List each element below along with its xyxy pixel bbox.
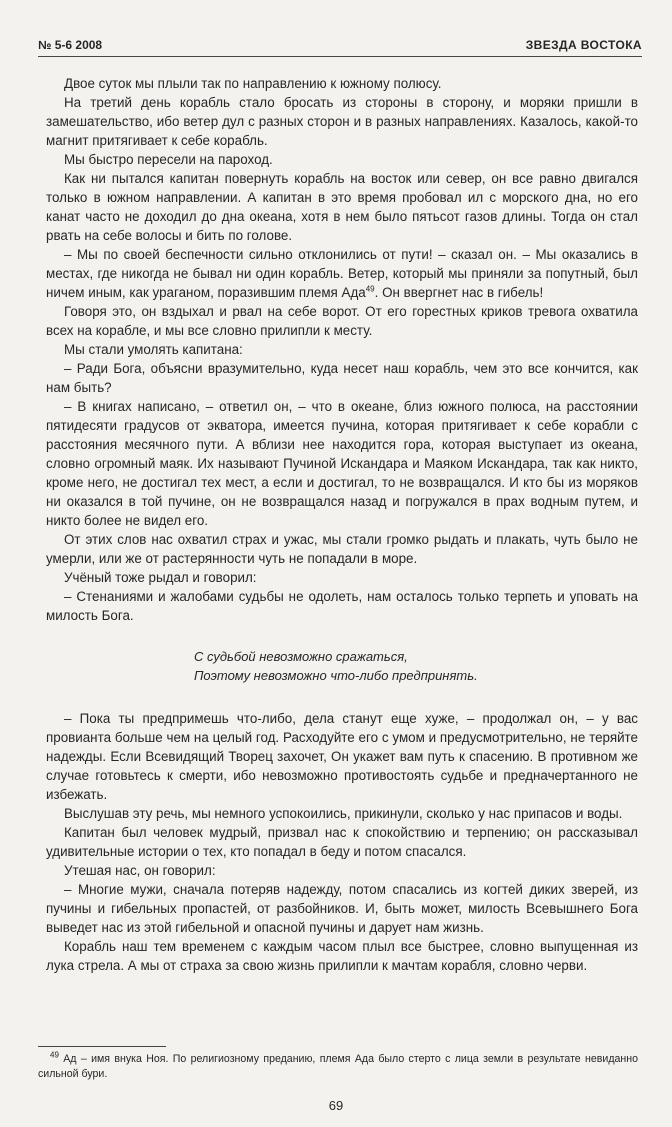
footnote-divider bbox=[38, 1046, 166, 1047]
page-number: 69 bbox=[328, 1098, 344, 1113]
text-span: . Он ввергнет нас в гибель! bbox=[374, 285, 544, 300]
verse bbox=[194, 647, 638, 685]
footnote-body: Ад – имя внука Ноя. По религиозному преданию, племя Ада было стерто с лица земли в результате невиданно сильной бури. bbox=[38, 1053, 638, 1080]
footnote-text bbox=[38, 1052, 638, 1082]
paragraph: Говоря это, он вздыхал и рвал на себе ворот. От его горестных криков тревога охватила всех на корабле, и мы все словно прилипли к месту. bbox=[46, 304, 638, 338]
paragraph: Утешая нас, он говорил: bbox=[64, 863, 216, 878]
paragraph: Двое суток мы плыли так по направлению к южному полюсу. bbox=[64, 76, 442, 91]
paragraph: Выслушав эту речь, мы немного успокоились, прикинули, сколько у нас припасов и воды. bbox=[64, 806, 623, 821]
paragraph: Капитан был человек мудрый, призвал нас к спокойствию и терпению; он рассказывал удивительные истории о тех, кто попадал в беду и потом спасался. bbox=[46, 825, 638, 859]
footnote bbox=[38, 1052, 638, 1082]
text-span: – Мы по своей беспечности сильно отклонились от пути! – сказал он. – Мы оказались в местах, где никогда не бывал ни один корабль. Ветер, который мы приняли за попутный, был ничем иным, как ураганом, поразившим племя Ада bbox=[46, 247, 638, 300]
paragraph: На третий день корабль стало бросать из стороны в сторону, и моряки пришли в замешательство, ибо ветер дул с разных сторон и в разных направлениях. Казалось, какой-то магнит притягивает к себе корабль. bbox=[46, 95, 638, 148]
paragraph: – Ради Бога, объясни вразумительно, куда несет наш корабль, чем это все кончится, как нам быть? bbox=[46, 361, 638, 395]
paragraph: От этих слов нас охватил страх и ужас, мы стали громко рыдать и плакать, чуть было не умерли, или же от растерянности чуть не попадали в море. bbox=[46, 532, 638, 566]
paragraph: Корабль наш тем временем с каждым часом плыл все быстрее, словно выпущенная из лука стрела. А мы от страха за свою жизнь прилипли к мачтам корабля, словно черви. bbox=[46, 939, 638, 973]
article-body bbox=[46, 74, 638, 975]
footnote-ref: 49 bbox=[365, 284, 375, 294]
paragraph-with-footnote-ref bbox=[46, 245, 638, 302]
paragraph: Как ни пытался капитан повернуть корабль на восток или север, он все равно двигался только в южном направлении. А капитан в это время пробовал ил с морского дна, но его канат часто не доходил до дна океана, хотя в нем было пятьсот газов длины. Тогда он стал рвать на себе волосы и бить по голове. bbox=[46, 171, 638, 243]
paragraph: – Многие мужи, сначала потеряв надежду, потом спасались из когтей диких зверей, из пучины и гибельных пропастей, от разбойников. И, быть может, милость Всевышнего Бога выведет нас из этой гибельной и опасной пучины и дарует нам жизнь. bbox=[46, 882, 638, 935]
verse-line: Поэтому невозможно что-либо предпринять. bbox=[194, 668, 478, 683]
footnote-number: 49 bbox=[50, 1050, 59, 1060]
verse-line: С судьбой невозможно сражаться, bbox=[194, 649, 408, 664]
paragraph: Мы быстро пересели на пароход. bbox=[64, 152, 273, 167]
journal-title: ЗВЕЗДА ВОСТОКА bbox=[525, 38, 642, 52]
issue-number: № 5-6 2008 bbox=[38, 38, 103, 52]
paragraph: – Пока ты предпримешь что-либо, дела станут еще хуже, – продолжал он, – у вас провианта больше чем на целый год. Расходуйте его с умом и предусмотрительно, не теряйте надежды. Если Всевидящий Творец захочет, Он укажет вам путь к спасению. В противном же случае готовьтесь к смерти, ибо невозможно противостоять судьбе и предначертанного не избежать. bbox=[46, 711, 638, 802]
paragraph: – Стенаниями и жалобами судьбы не одолеть, нам осталось только терпеть и уповать на милость Бога. bbox=[46, 589, 638, 623]
paragraph: – В книгах написано, – ответил он, – что в океане, близ южного полюса, на расстоянии пятидесяти градусов от экватора, имеется пучина, которая притягивает к себе корабли с расстояния месячного пути. А вблизи нее находится гора, которая выступает из океана, словно огромный маяк. Их называют Пучиной Искандара и Маяком Искандара, так как никто, кроме него, не достигал тех мест, а если и достигал, то не возвращался. И кто бы из моряков ни оказался в той пучине, он не возвращался назад и погружался в прах водным путем, и никто более не видел его. bbox=[46, 399, 638, 528]
paragraph: Учёный тоже рыдал и говорил: bbox=[64, 570, 257, 585]
running-header bbox=[38, 36, 642, 57]
paragraph: Мы стали умолять капитана: bbox=[64, 342, 243, 357]
